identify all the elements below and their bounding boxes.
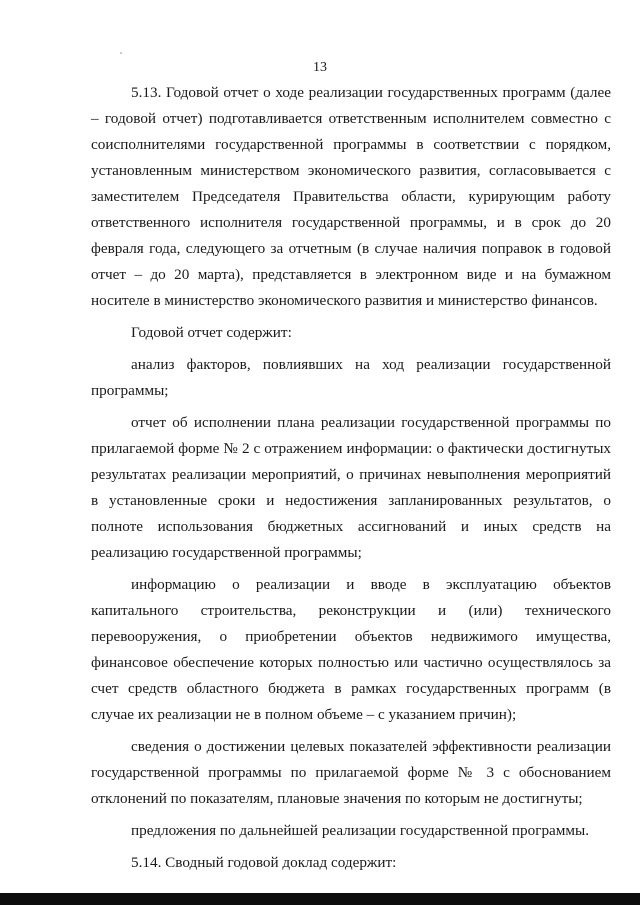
- paragraph-annual-report-contains: Годовой отчет содержит:: [131, 324, 292, 341]
- paragraph-proposals: предложения по дальнейшей реализации государственной программы.: [131, 822, 589, 839]
- paragraph-factor-analysis: анализ факторов, повлиявших на ход реализации государственной программы;: [91, 356, 611, 399]
- scan-speck: [120, 52, 122, 54]
- paragraph-5-14: 5.14. Сводный годовой доклад содержит:: [131, 854, 397, 871]
- paragraph-5-13: 5.13. Годовой отчет о ходе реализации государственных программ (далее – годовой отчет) подготавливается ответственным исполнителем совместно с соисполнителями государственной программы в соответствии с порядком, установленным министерством экономического развития, согласовывается с заместителем Председателя Правительства области, курирующим работу ответственного исполнителя государственной программы, и в срок до 20 февраля года, следующего за отчетным (в случае наличия поправок в годовой отчет – до 20 марта), представляется в электронном виде и на бумажном носителе в министерство экономического развития и министерство финансов.: [91, 84, 611, 309]
- page-number: 13: [313, 60, 327, 75]
- paragraph-plan-execution-report: отчет об исполнении плана реализации государственной программы по прилагаемой форме № 2 с отражением информации: о фактически достигнутых результатах реализации мероприятий, о причинах невыполнения мероприятий в установленные сроки и недостижения запланированных результатов, о полноте использования бюджетных ассигнований и иных средств на реализацию государственной программы;: [91, 414, 611, 561]
- paragraph-target-indicators: сведения о достижении целевых показателей эффективности реализации государственной программы по прилагаемой форме № 3 с обоснованием отклонений по показателям, плановые значения по которым не достигнуты;: [91, 738, 611, 807]
- document-body: [91, 80, 611, 876]
- paragraph-capital-construction-info: информацию о реализации и вводе в эксплуатацию объектов капитального строительства, реконструкции и (или) технического перевооружения, о приобретении объектов недвижимого имущества, финансовое обеспечение которых полностью или частично осуществлялось за счет средств областного бюджета в рамках государственных программ (в случае их реализации не в полном объеме – с указанием причин);: [91, 576, 611, 723]
- scan-bottom-edge: [0, 893, 640, 905]
